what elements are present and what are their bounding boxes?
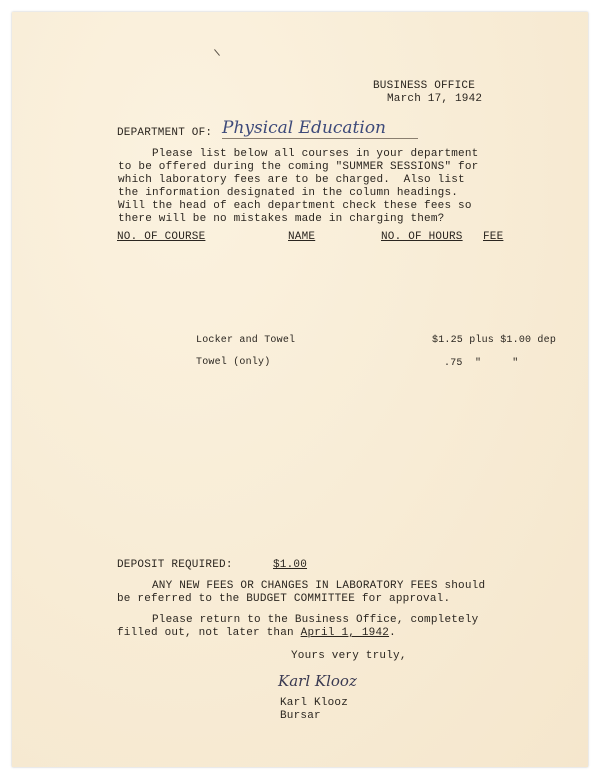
instruction-line-4: the information designated in the column headings.: [118, 187, 459, 199]
row-fee-towel-only: .75 " ": [444, 358, 519, 369]
row-fee-locker-towel: $1.25 plus $1.00 dep: [432, 335, 557, 346]
signer-title: Bursar: [280, 710, 321, 722]
return-note-line-2: [117, 627, 396, 640]
deposit-label: DEPOSIT REQUIRED:: [117, 559, 233, 571]
column-header-hours: NO. OF HOURS: [381, 231, 463, 243]
instruction-line-1: Please list below all courses in your department: [152, 148, 479, 160]
handwritten-signature: Karl Klooz: [278, 672, 357, 690]
closing-salutation: Yours very truly,: [291, 650, 407, 662]
instruction-line-6: there will be no mistakes made in charging them?: [118, 213, 445, 225]
row-name-locker-towel: Locker and Towel: [196, 335, 296, 346]
instruction-line-2: to be offered during the coming "SUMMER SESSIONS" for: [118, 161, 479, 173]
department-label: DEPARTMENT OF:: [117, 127, 213, 139]
return-note-prefix: filled out, not later than: [117, 627, 301, 639]
deposit-amount: $1.00: [273, 559, 308, 571]
notice-line-2: be referred to the BUDGET COMMITTEE for approval.: [117, 593, 451, 605]
return-note-suffix: .: [389, 627, 396, 639]
notice-line-1: ANY NEW FEES OR CHANGES IN LABORATORY FEES should: [152, 580, 486, 592]
department-handwritten-value: Physical Education: [222, 118, 386, 138]
business-office-heading: BUSINESS OFFICE: [373, 80, 476, 92]
return-deadline-date: April 1, 1942: [300, 627, 390, 639]
column-header-fee: FEE: [483, 231, 504, 243]
memo-date: March 17, 1942: [387, 93, 483, 105]
department-underline: [222, 138, 418, 139]
row-name-towel-only: Towel (only): [196, 357, 271, 368]
instruction-line-3: which laboratory fees are to be charged. Also list: [118, 174, 465, 186]
signer-name: Karl Klooz: [280, 697, 349, 709]
column-header-course: NO. OF COURSE: [117, 231, 206, 243]
column-header-name: NAME: [288, 231, 316, 243]
instruction-line-5: Will the head of each department check these fees so: [118, 200, 472, 212]
return-note-line-1: Please return to the Business Office, completely: [152, 614, 479, 626]
